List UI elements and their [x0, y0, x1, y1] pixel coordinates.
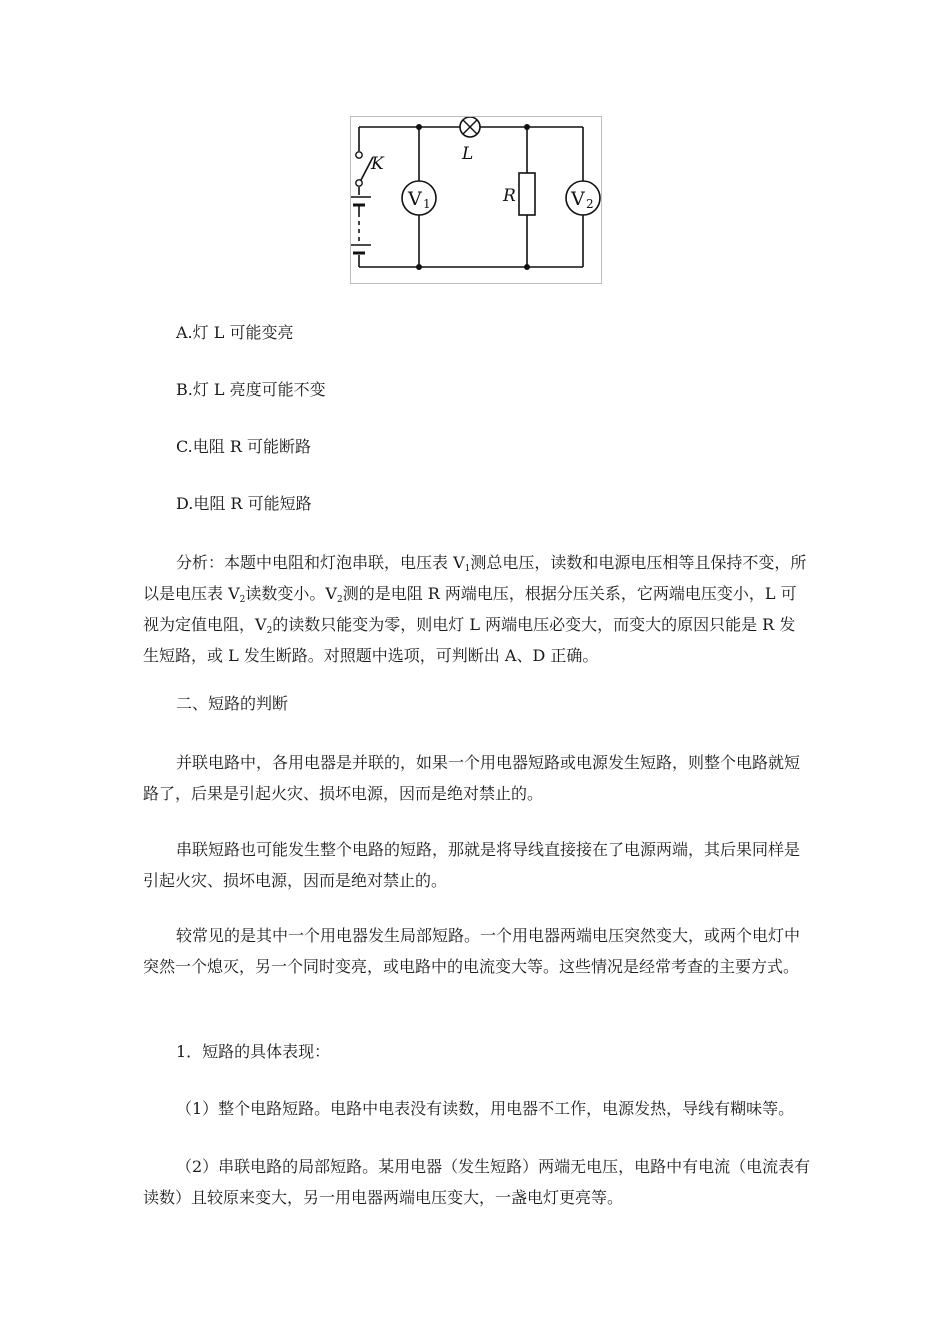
- switch-contact-top: [356, 152, 362, 158]
- analysis-subscript-1: 1: [464, 564, 471, 574]
- lamp-label: L: [462, 144, 474, 164]
- voltmeter-v2: [566, 181, 600, 215]
- option-d: D.电阻 R 可能短路: [176, 494, 312, 513]
- list-item: （1）整个电路短路。电路中电表没有读数，用电器不工作，电源发热，导线有糊味等。: [176, 1099, 795, 1118]
- analysis-subscript-3: 2: [336, 595, 343, 605]
- voltmeter-v2-subscript: 2: [586, 197, 594, 211]
- subheading: 1．短路的具体表现：: [176, 1042, 331, 1061]
- common-paragraph: 较常见的是其中一个用电器发生局部短路。一个用电器两端电压突然变大，或两个电灯中突然一个熄灭，另一个同时变亮，或电路中的电流变大等。这些情况是经常考查的主要方式。: [143, 926, 801, 976]
- list-item: （2）串联电路的局部短路。某用电器（发生短路）两端无电压，电路中有电流（电流表有读数）且较原来变大，另一用电器两端电压变大，一盏电灯更亮等。: [143, 1157, 811, 1207]
- analysis-subscript-4: 2: [266, 626, 273, 636]
- option-a: A.灯 L 可能变亮: [176, 323, 294, 342]
- voltmeter-v1-label: V: [408, 188, 422, 210]
- voltmeter-v2-label: V: [571, 188, 585, 210]
- voltmeter-v1-subscript: 1: [423, 197, 431, 211]
- resistor-body: [519, 173, 535, 215]
- circuit-diagram: [350, 116, 602, 284]
- analysis-text-5: 的读数只能变为零，则电灯 L 两端电压必变大，而变大的原因只能是 R 发生短路，或 L 发生断路。对照题中选项，可判断出 A、D 正确。: [143, 615, 796, 665]
- junction-dot: [416, 264, 422, 270]
- analysis-text-1: 分析：本题中电阻和灯泡串联，电压表 V: [176, 553, 465, 572]
- junction-dot: [416, 124, 422, 130]
- section-heading: 二、短路的判断: [176, 694, 289, 713]
- junction-dot: [524, 264, 530, 270]
- resistor-label: R: [503, 186, 516, 206]
- analysis-subscript-2: 2: [239, 595, 246, 605]
- lamp: [460, 117, 480, 164]
- circuit-svg: [351, 117, 601, 283]
- resistor: [502, 173, 535, 215]
- switch: [356, 152, 385, 186]
- parallel-paragraph: 并联电路中，各用电器是并联的，如果一个用电器短路或电源发生短路，则整个电路就短路了，后果是引起火灾、损坏电源，因而是绝对禁止的。: [143, 753, 801, 803]
- analysis-text-2: 测总电压，读数和电源电压相等且保持不变，所以是电压表 V: [143, 553, 807, 603]
- series-paragraph: 串联短路也可能发生整个电路的短路，那就是将导线直接接在了电源两端，其后果同样是引起火灾、损坏电源，因而是绝对禁止的。: [143, 840, 801, 890]
- option-c: C.电阻 R 可能断路: [176, 437, 311, 456]
- battery: [351, 197, 371, 253]
- voltmeter-v1: [402, 181, 436, 215]
- analysis-paragraph: [143, 547, 811, 671]
- analysis-text-3: 读数变小。V: [245, 584, 337, 603]
- analysis-text-4: 测的是电阻 R 两端电压，根据分压关系，它两端电压变小，L 可视为定值电阻，V: [143, 584, 797, 634]
- switch-label: K: [371, 154, 384, 174]
- option-b: B.灯 L 亮度可能不变: [176, 380, 326, 399]
- switch-contact-bottom: [356, 180, 362, 186]
- junction-dot: [524, 124, 530, 130]
